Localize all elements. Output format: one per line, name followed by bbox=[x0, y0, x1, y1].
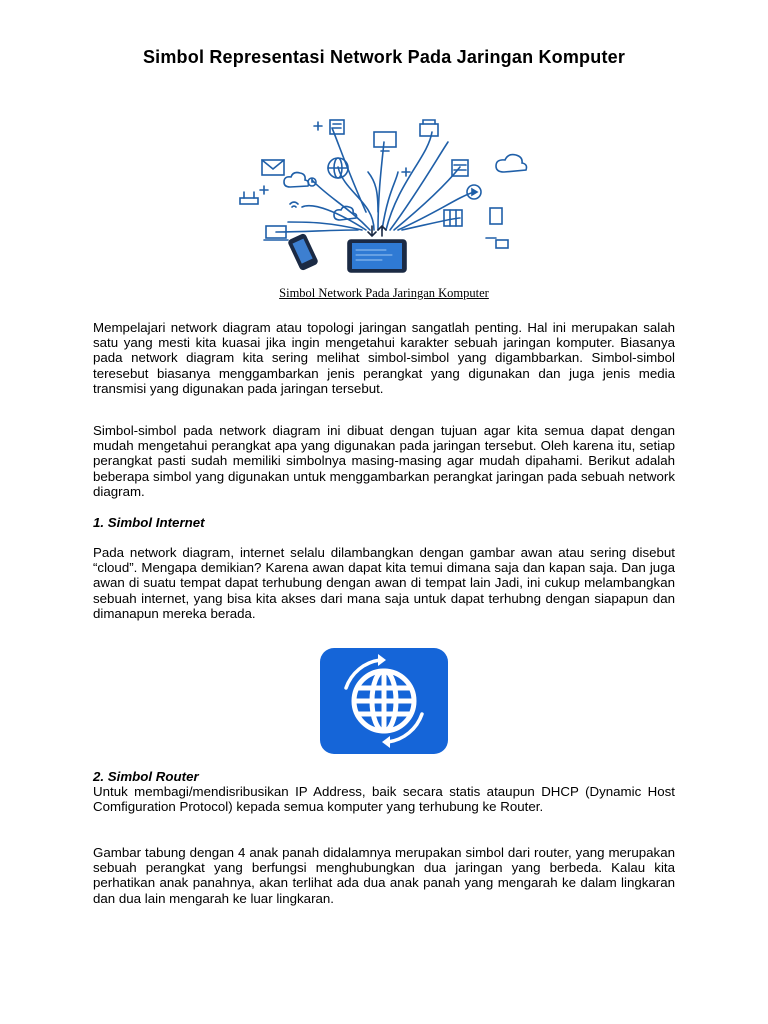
smartphone-icon bbox=[288, 234, 318, 271]
plus-icon bbox=[260, 186, 268, 194]
play-icon bbox=[467, 185, 481, 199]
tablet-icon bbox=[490, 208, 502, 224]
tablet-icon bbox=[348, 240, 406, 272]
envelope-icon bbox=[262, 160, 284, 175]
plus-icon bbox=[314, 122, 322, 130]
plus-icon bbox=[402, 168, 410, 176]
document-title: Simbol Representasi Network Pada Jaringan Komputer bbox=[142, 47, 626, 67]
intro-paragraph-2: Simbol-simbol pada network diagram ini dibuat dengan tujuan agar kita semua dapat dengan mudah mengetahui perangkat apa yang digunakan pada jaringan tersebut. Oleh karena itu, setiap perangkat pasti sudah memiliki simbolnya masing-masing agar mudah dipahami. Berikut adalah beberapa simbol yang digunakan untuk menggambarkan perangkat jaringan pada sebuah network diagram. bbox=[93, 423, 675, 499]
telephone-icon bbox=[330, 120, 344, 134]
globe-icon bbox=[320, 648, 448, 754]
section-router-paragraph-1: Untuk membagi/mendisribusikan IP Address, baik secara statis ataupun DHCP (Dynamic Host Comfiguration Protocol) kepada semua komputer yang terhubung ke Router. bbox=[93, 784, 675, 815]
globe-icon bbox=[328, 158, 348, 178]
hero-caption: Simbol Network Pada Jaringan Komputer bbox=[279, 286, 489, 300]
section-internet-paragraph: Pada network diagram, internet selalu dilambangkan dengan gambar awan atau sering disebut “cloud”. Mengapa demikian? Karena awan dapat kita temui dimana saja dan kapan saja. Dan juga awan di suatu tempat dapat terhubung dengan awan di tempat lain Jadi, ini cukup melambangkan sebuah internet, yang bisa kita akses dari mana saja untuk dapat terhubng dengan siapapun dan dimanapun mereka berada. bbox=[93, 545, 675, 621]
router-icon bbox=[486, 238, 508, 248]
section-heading-internet: 1. Simbol Internet bbox=[93, 515, 205, 530]
wifi-icon bbox=[290, 202, 298, 207]
section-router-paragraph-2: Gambar tabung dengan 4 anak panah didalamnya merupakan simbol dari router, yang merupakan sebuah perangkat yang berfungsi menghubungkan dua jaringan yang berbeda. Kalau kita perhatikan anak panahnya, akan terlihat ada dua anak panah yang mengarah ke dalam lingkaran dan dua lain mengarah ke luar lingkaran. bbox=[93, 845, 675, 906]
monitor-icon bbox=[374, 132, 396, 151]
printer-icon bbox=[420, 120, 438, 136]
laptop-icon bbox=[264, 226, 288, 240]
cloud-icon bbox=[496, 155, 527, 172]
section-heading-router: 2. Simbol Router bbox=[93, 769, 199, 784]
intro-paragraph-1: Mempelajari network diagram atau topologi jaringan sangatlah penting. Hal ini merupakan salah satu yang mesti kita kuasai jika ingin mengetahui karakter sebuah jaringan komputer. Biasanya pada network diagram kita sering melihat simbol-simbol yang digambbarkan. Simbol-simbol teresebut biasanya menggambarkan jenis perangkat yang digunakan dan juga jenis media transmisi yang digunakan pada jaringan tersebut. bbox=[93, 320, 675, 396]
router-icon bbox=[240, 192, 258, 204]
transfer-arrows-icon bbox=[368, 226, 386, 236]
network-illustration bbox=[228, 112, 540, 278]
cloud-icon bbox=[284, 173, 309, 188]
